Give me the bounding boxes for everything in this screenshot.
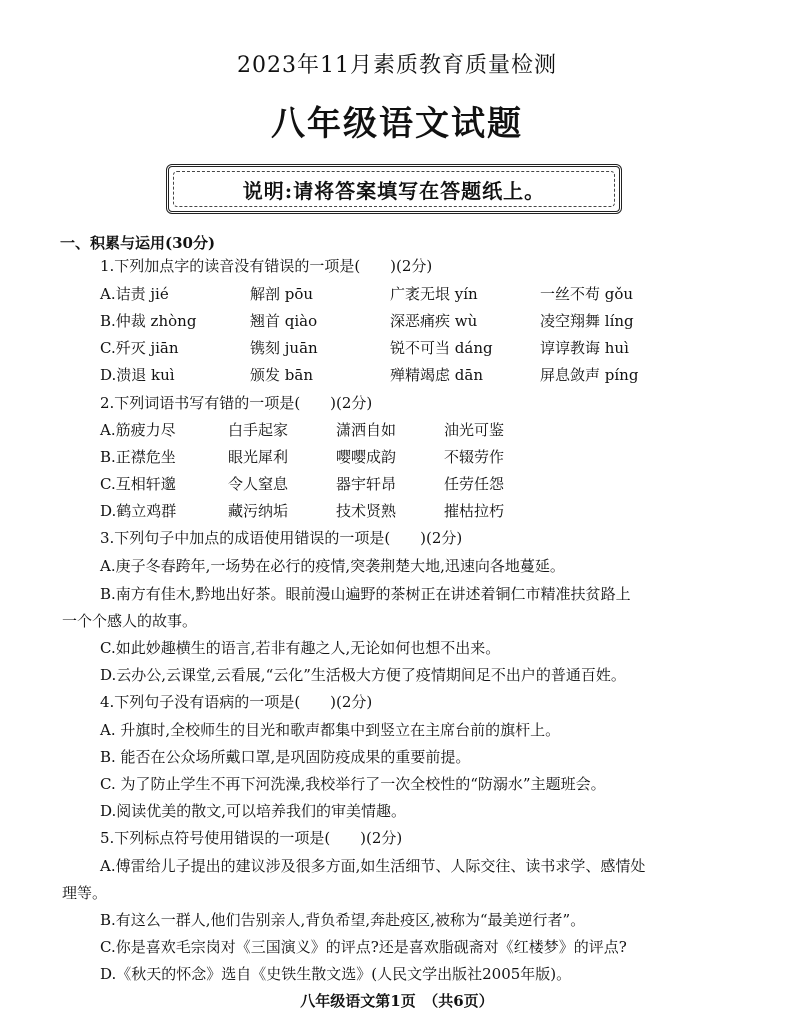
q1-option-d-2: 颁发 bān [250, 366, 313, 384]
q1-stem: 1.下列加点字的读音没有错误的一项是( )(2分) [100, 257, 433, 275]
q2-option-d-4: 摧枯拉朽 [444, 502, 505, 520]
q3-option-b-line1: B.南方有佳木,黔地出好茶。眼前漫山遍野的茶树正在讲述着铜仁市精准扶贫路上 [100, 585, 631, 603]
q4-option-a: A. 升旗时,全校师生的目光和歌声都集中到竖立在主席台前的旗杆上。 [100, 721, 561, 739]
q3-option-a: A.庚子冬春跨年,一场势在必行的疫情,突袭荆楚大地,迅速向各地蔓延。 [100, 557, 565, 575]
q2-option-a-3: 潇洒自如 [336, 421, 397, 439]
section-heading: 一、积累与运用(30分) [60, 234, 216, 252]
q1-option-a-3: 广袤无垠 yín [390, 285, 478, 303]
q1-option-a-1: A.诘责 jié [100, 285, 169, 303]
q1-option-c-2: 镌刻 juān [250, 339, 318, 357]
notice-box [166, 164, 622, 214]
q1-option-a-4: 一丝不苟 gǒu [540, 285, 634, 303]
q2-option-a-1: A.筋疲力尽 [100, 421, 176, 439]
q1-option-c-4: 谆谆教诲 huì [540, 339, 629, 357]
q5-option-c: C.你是喜欢毛宗岗对《三国演义》的评点?还是喜欢脂砚斋对《红楼梦》的评点? [100, 938, 627, 956]
page-footer: 八年级语文第1页 （共6页） [300, 992, 494, 1010]
q1-option-b-3: 深恶痛疾 wù [390, 312, 478, 330]
q4-option-c: C. 为了防止学生不再下河洗澡,我校举行了一次全校性的“防溺水”主题班会。 [100, 775, 606, 793]
q2-option-c-4: 任劳任怨 [444, 475, 505, 493]
q4-option-d: D.阅读优美的散文,可以培养我们的审美情趣。 [100, 802, 407, 820]
q1-option-b-4: 凌空翔舞 líng [540, 312, 634, 330]
q2-option-b-3: 嘤嘤成韵 [336, 448, 397, 466]
q5-option-d: D.《秋天的怀念》选自《史铁生散文选》(人民文学出版社2005年版)。 [100, 965, 572, 983]
q1-option-d-4: 屏息敛声 píng [540, 366, 639, 384]
q2-option-a-4: 油光可鉴 [444, 421, 505, 439]
q3-option-c: C.如此妙趣横生的语言,若非有趣之人,无论如何也想不出来。 [100, 639, 501, 657]
q2-option-a-2: 白手起家 [228, 421, 289, 439]
q2-option-b-4: 不辍劳作 [444, 448, 505, 466]
q2-option-c-1: C.互相轩邈 [100, 475, 176, 493]
q3-stem: 3.下列句子中加点的成语使用错误的一项是( )(2分) [100, 529, 463, 547]
q5-option-b: B.有这么一群人,他们告别亲人,背负希望,奔赴疫区,被称为“最美逆行者”。 [100, 911, 586, 929]
q2-stem: 2.下列词语书写有错的一项是( )(2分) [100, 394, 373, 412]
q1-option-b-2: 翘首 qiào [250, 312, 318, 330]
q5-stem: 5.下列标点符号使用错误的一项是( )(2分) [100, 829, 403, 847]
q5-option-a-line2: 理等。 [62, 884, 108, 902]
q3-option-d: D.云办公,云课堂,云看展,“云化”生活极大方便了疫情期间足不出户的普通百姓。 [100, 666, 626, 684]
q2-option-b-1: B.正襟危坐 [100, 448, 176, 466]
q4-option-b: B. 能否在公众场所戴口罩,是巩固防疫成果的重要前提。 [100, 748, 471, 766]
exam-subtitle: 2023年11月素质教育质量检测 [237, 53, 557, 78]
q2-option-c-3: 器宇轩昂 [336, 475, 397, 493]
notice-text: 说明:请将答案填写在答题纸上。 [242, 178, 546, 203]
q3-option-b-line2: 一个个感人的故事。 [62, 612, 198, 630]
exam-title: 八年级语文试题 [271, 104, 523, 144]
q1-option-a-2: 解剖 pōu [250, 285, 314, 303]
q4-stem: 4.下列句子没有语病的一项是( )(2分) [100, 693, 373, 711]
q2-option-c-2: 令人窒息 [228, 475, 289, 493]
q2-option-b-2: 眼光犀利 [228, 448, 289, 466]
q5-option-a-line1: A.傅雷给儿子提出的建议涉及很多方面,如生活细节、人际交往、读书求学、感情处 [100, 857, 646, 875]
q2-option-d-3: 技术贤熟 [336, 502, 397, 520]
q2-option-d-2: 藏污纳垢 [228, 502, 289, 520]
q1-option-b-1: B.仲裁 zhòng [100, 312, 197, 330]
q2-option-d-1: D.鹤立鸡群 [100, 502, 177, 520]
q1-option-c-3: 锐不可当 dáng [390, 339, 493, 357]
q1-option-d-3: 殚精竭虑 dān [390, 366, 483, 384]
q1-option-d-1: D.溃退 kuì [100, 366, 175, 384]
q1-option-c-1: C.歼灭 jiān [100, 339, 179, 357]
